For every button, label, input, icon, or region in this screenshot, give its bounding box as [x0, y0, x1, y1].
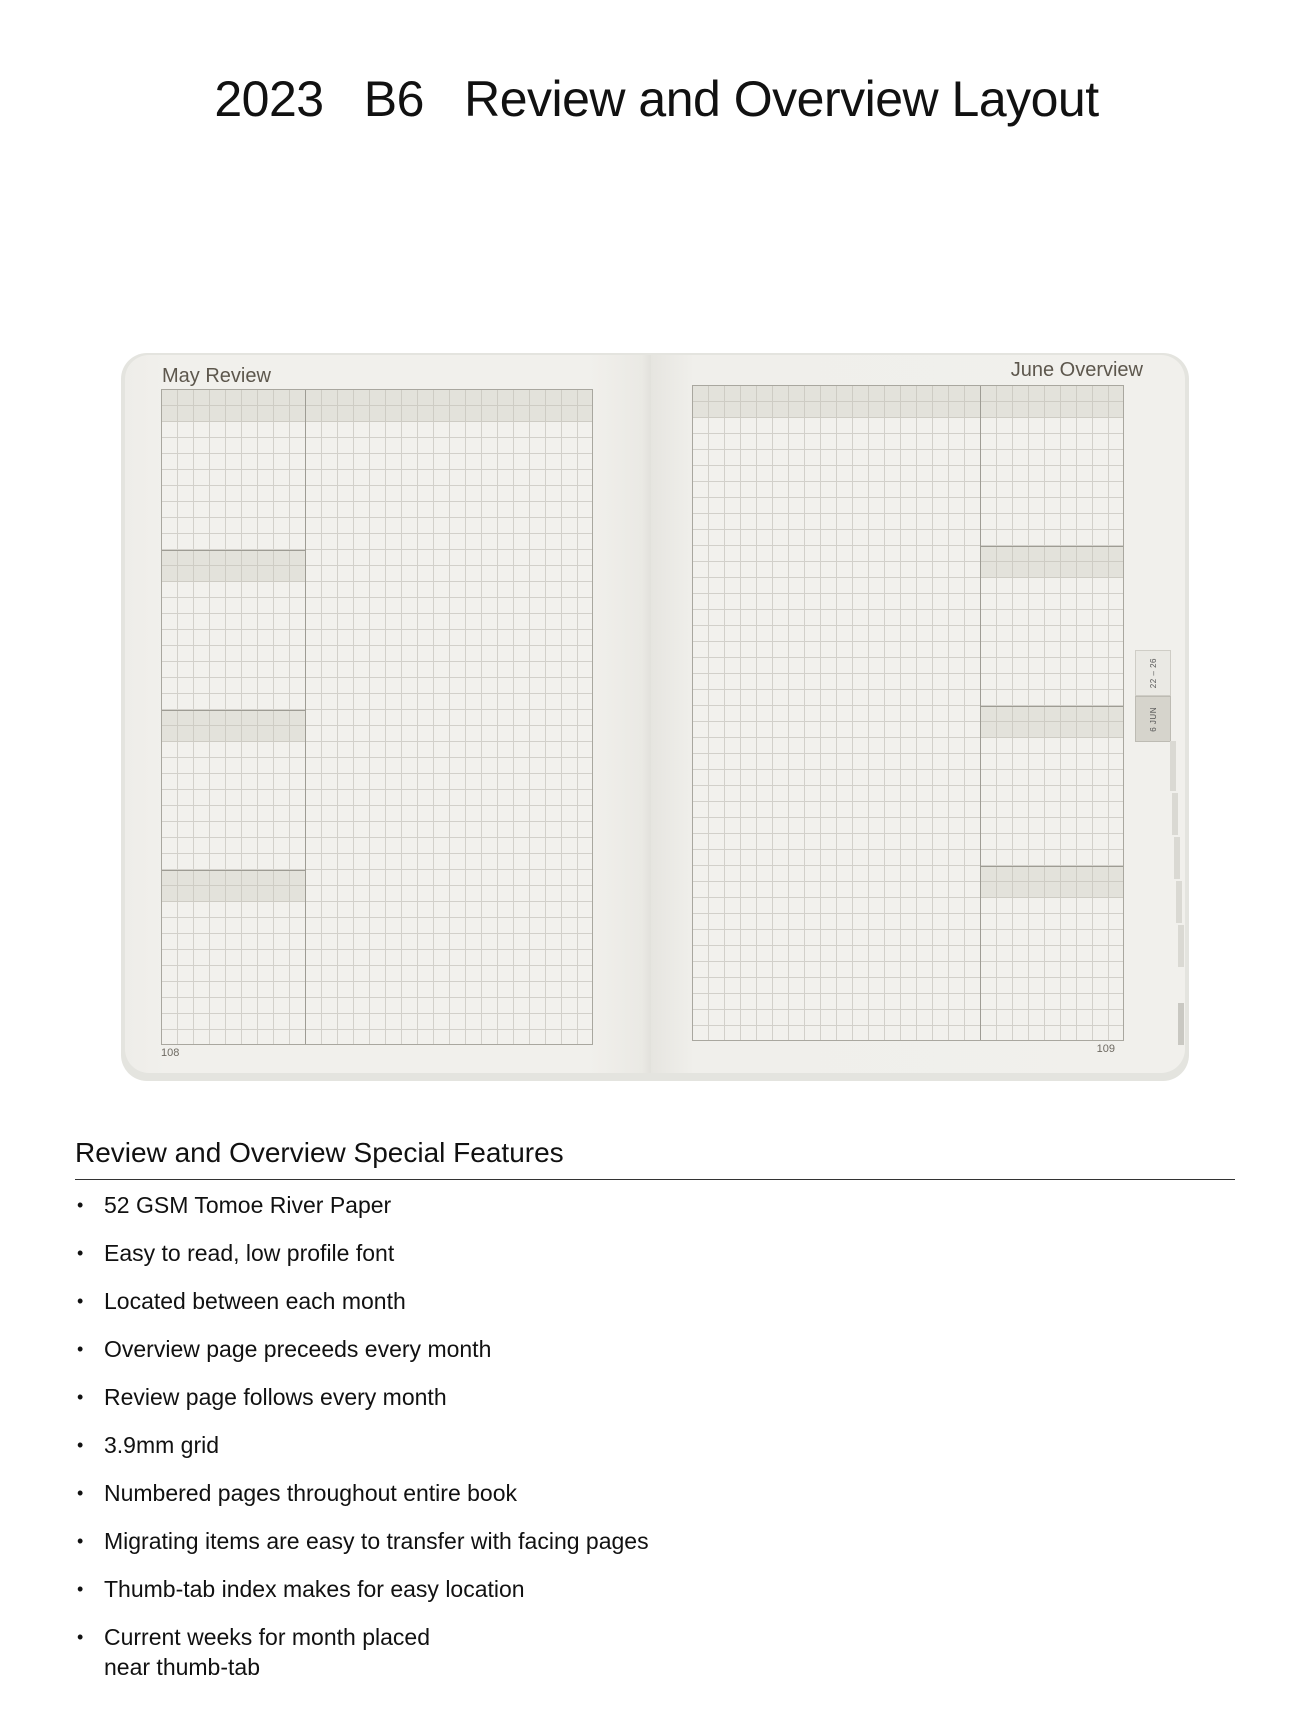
feature-item: • Thumb-tab index makes for easy location — [75, 1574, 649, 1604]
column-divider — [305, 390, 306, 1044]
right-page-number: 109 — [1096, 1043, 1115, 1055]
notebook-spread — [121, 353, 1189, 1081]
features-divider — [75, 1179, 1235, 1180]
section-band-1 — [980, 546, 1123, 578]
thumb-tab-month[interactable] — [1135, 696, 1171, 742]
header-band — [693, 386, 1123, 418]
feature-item: • Review page follows every month — [75, 1382, 649, 1412]
thumb-tab-edge — [1174, 837, 1180, 879]
section-divider-3 — [980, 866, 1123, 867]
right-page-june-overview — [651, 355, 1185, 1073]
section-divider-2 — [162, 710, 305, 711]
right-page-grid — [692, 385, 1124, 1041]
thumb-tab-edge — [1170, 741, 1176, 791]
feature-item-line2: near thumb-tab — [104, 1654, 260, 1680]
left-page-may-review — [125, 355, 651, 1073]
section-divider-1 — [980, 546, 1123, 547]
feature-item: • Easy to read, low profile font — [75, 1238, 649, 1268]
section-divider-1 — [162, 550, 305, 551]
left-page-title: May Review — [162, 365, 271, 387]
thumb-tab-week-label: 22 – 26 — [1148, 657, 1158, 689]
page-title: 2023 B6 Review and Overview Layout — [214, 71, 1099, 127]
section-divider-2 — [980, 706, 1123, 707]
section-band-3 — [162, 870, 305, 902]
feature-item: • Numbered pages throughout entire book — [75, 1478, 649, 1508]
right-page-title: June Overview — [1010, 359, 1143, 381]
header-band — [162, 390, 592, 422]
thumb-tab-edge — [1178, 1003, 1184, 1045]
section-band-2 — [980, 706, 1123, 738]
features-list — [75, 1190, 649, 1700]
thumb-tab-week-range[interactable] — [1135, 650, 1171, 696]
feature-item: • Migrating items are easy to transfer with facing pages — [75, 1526, 649, 1556]
feature-item: • Located between each month — [75, 1286, 649, 1316]
feature-item-multiline — [75, 1622, 649, 1682]
section-divider-3 — [162, 870, 305, 871]
feature-item-line1: Current weeks for month placed — [104, 1624, 430, 1650]
left-page-number: 108 — [161, 1047, 180, 1059]
feature-item: • 3.9mm grid — [75, 1430, 649, 1460]
section-band-2 — [162, 710, 305, 742]
thumb-tab-edge — [1176, 881, 1182, 923]
features-heading: Review and Overview Special Features — [75, 1137, 564, 1168]
column-divider — [980, 386, 981, 1040]
thumb-tab-edge — [1178, 925, 1184, 967]
feature-item: • Overview page preceeds every month — [75, 1334, 649, 1364]
feature-item: • 52 GSM Tomoe River Paper — [75, 1190, 649, 1220]
section-band-3 — [980, 866, 1123, 898]
left-page-grid — [161, 389, 593, 1045]
thumb-tab-month-label: 6 JUN — [1148, 706, 1158, 732]
section-band-1 — [162, 550, 305, 582]
thumb-tab-edge — [1172, 793, 1178, 835]
